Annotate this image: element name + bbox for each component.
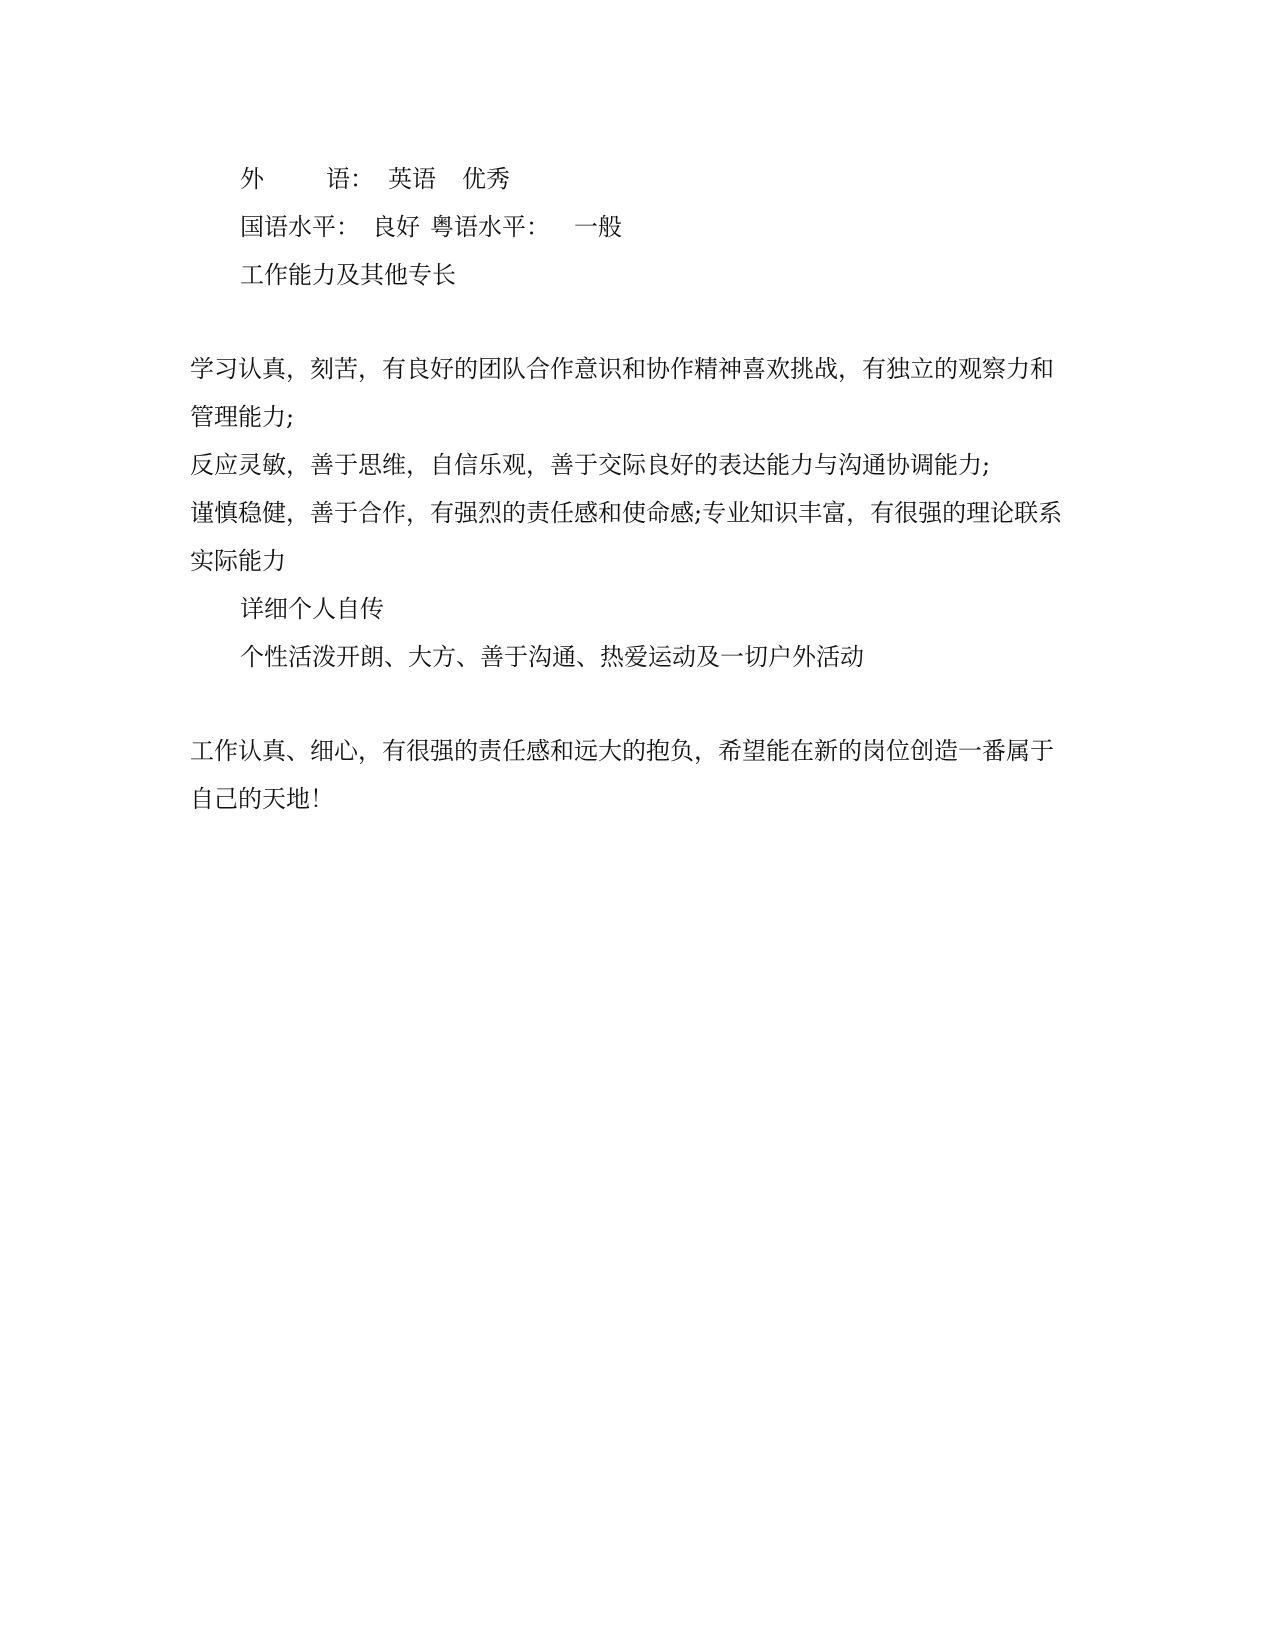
foreign-language-value: 英语 <box>388 165 436 193</box>
foreign-label-char1: 外 <box>240 165 264 193</box>
spacer <box>190 299 1090 345</box>
spacer <box>190 681 1090 727</box>
autobiography-line-1: 个性活泼开朗、大方、善于沟通、热爱运动及一切户外活动 <box>240 643 864 671</box>
autobiography-heading: 详细个人自传 <box>240 595 384 623</box>
mandarin-label: 国语水平： <box>240 213 360 241</box>
skills-heading: 工作能力及其他专长 <box>240 261 456 289</box>
cantonese-label: 粤语水平： <box>430 213 550 241</box>
foreign-label-char2: 语： <box>326 165 374 193</box>
skills-paragraph-3: 谨慎稳健，善于合作，有强烈的责任感和使命感;专业知识丰富，有很强的理论联系实际能力 <box>190 499 1063 575</box>
dialect-line <box>190 203 1090 251</box>
autobiography-paragraph: 工作认真、细心，有很强的责任感和远大的抱负，希望能在新的岗位创造一番属于自己的天地！ <box>190 737 1054 813</box>
cantonese-value: 一般 <box>574 213 622 241</box>
foreign-language-level: 优秀 <box>462 165 510 193</box>
skills-paragraph-1: 学习认真，刻苦，有良好的团队合作意识和协作精神喜欢挑战，有独立的观察力和管理能力; <box>190 355 1054 431</box>
mandarin-value: 良好 <box>372 213 420 241</box>
skills-paragraph-2: 反应灵敏，善于思维，自信乐观，善于交际良好的表达能力与沟通协调能力; <box>190 451 991 479</box>
foreign-language-line <box>190 155 1090 203</box>
document-content <box>190 155 1090 823</box>
